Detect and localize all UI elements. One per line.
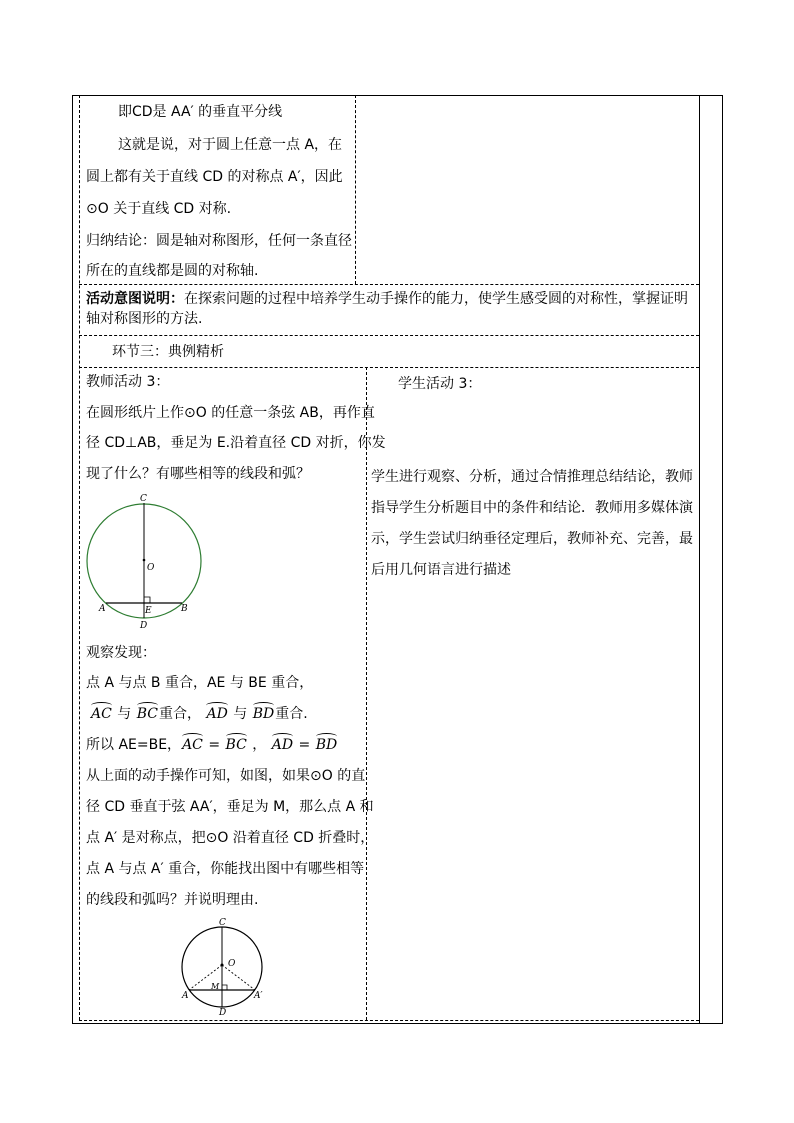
arc-ad: AD bbox=[206, 706, 228, 722]
label-m: M bbox=[211, 982, 220, 991]
so-text: 所以 AE=BE， bbox=[86, 737, 182, 753]
word-chonghe: 重合 bbox=[275, 706, 304, 722]
intent-text: 在探索问题的过程中培养学生动手操作的能力，使学生感受圆的对称性，掌握证明 bbox=[184, 291, 688, 307]
word-yu: 与 bbox=[233, 706, 248, 722]
text-line: ⊙O 关于直线 CD 对称. bbox=[86, 201, 232, 217]
arc-bc: BC bbox=[225, 737, 247, 753]
label-b: B bbox=[181, 604, 188, 614]
arc-bc: BC bbox=[136, 706, 158, 722]
right-angle-mark bbox=[144, 597, 150, 603]
arc-bd: BD bbox=[315, 737, 338, 753]
punct-comma: ， bbox=[252, 737, 267, 753]
question-line: 径 CD⊥AB，垂足为 E.沿着直径 CD 对折，你发 bbox=[86, 435, 386, 451]
outer-frame-left bbox=[72, 95, 73, 1024]
word-chonghe: 重合 bbox=[159, 706, 187, 722]
label-a: A bbox=[182, 991, 189, 1001]
arc-bd: BD bbox=[252, 706, 275, 722]
student-line: 后用几何语言进行描述 bbox=[371, 562, 511, 578]
student-line: 示，学生尝试归纳垂径定理后，教师补充、完善，最 bbox=[371, 531, 693, 547]
label-o: O bbox=[147, 563, 155, 573]
student-line: 学生进行观察、分析，通过合情推理总结结论，教师 bbox=[371, 469, 693, 485]
eq-sign: = bbox=[208, 737, 221, 753]
label-c: C bbox=[140, 494, 147, 504]
student-title: 学生活动 3： bbox=[398, 376, 482, 392]
arc-overlap-line bbox=[90, 705, 308, 723]
eq-sign: = bbox=[298, 737, 311, 753]
observe-label: 观察发现： bbox=[86, 645, 156, 661]
intent-label: 活动意图说明： bbox=[86, 291, 184, 307]
question-line: 在圆形纸片上作⊙O 的任意一条弦 AB，再作直 bbox=[86, 405, 375, 421]
label-d: D bbox=[140, 621, 148, 631]
grid-bottom bbox=[79, 1020, 699, 1021]
punct-dot: . bbox=[303, 706, 308, 722]
outer-frame-right bbox=[722, 95, 723, 1024]
label-c: C bbox=[219, 918, 226, 928]
grid-mid-top bbox=[355, 95, 356, 284]
label-a-prime: A′ bbox=[254, 991, 263, 1001]
outer-frame-bottom bbox=[72, 1023, 723, 1024]
text-line: 即CD是 AA′ 的垂直平分线 bbox=[118, 104, 283, 120]
circle-figure-2 bbox=[175, 915, 275, 1019]
para-line: 点 A 与点 A′ 重合，你能找出图中有哪些相等 bbox=[86, 861, 365, 877]
para-line: 径 CD 垂直于弦 AA′，垂足为 M，那么点 A 和 bbox=[86, 799, 374, 815]
punct-comma: ， bbox=[187, 706, 201, 722]
grid-row3 bbox=[79, 367, 699, 368]
label-o: O bbox=[228, 959, 236, 969]
student-line: 指导学生分析题目中的条件和结论．教师用多媒体演 bbox=[371, 500, 693, 516]
arc-ac: AC bbox=[182, 737, 203, 753]
para-line: 从上面的动手操作可知，如图，如果⊙O 的直 bbox=[86, 768, 366, 784]
text-line: 圆上都有关于直线 CD 的对称点 A′，因此 bbox=[86, 169, 343, 185]
arc-ad: AD bbox=[271, 737, 294, 753]
section-title: 环节三：典例精析 bbox=[112, 344, 224, 360]
outer-frame-top bbox=[72, 95, 723, 96]
center-point bbox=[143, 559, 146, 562]
grid-row1 bbox=[79, 284, 699, 285]
overlap-line: 点 A 与点 B 重合，AE 与 BE 重合， bbox=[86, 675, 314, 691]
intent-line-2: 轴对称图形的方法. bbox=[86, 311, 203, 327]
grid-row2 bbox=[79, 335, 699, 336]
label-a: A bbox=[99, 604, 106, 614]
para-line: 点 A′ 是对称点，把⊙O 沿着直径 CD 折叠时， bbox=[86, 830, 375, 846]
label-e: E bbox=[145, 606, 152, 616]
word-yu: 与 bbox=[117, 706, 132, 722]
grid-mid-bottom bbox=[366, 367, 367, 1020]
text-line: 这就是说，对于圆上任意一点 A，在 bbox=[118, 137, 343, 153]
label-d: D bbox=[219, 1008, 227, 1018]
teacher-title: 教师活动 3： bbox=[86, 374, 170, 390]
text-line: 归纳结论：圆是轴对称图形，任何一条直径 bbox=[86, 233, 352, 249]
text-line: 所在的直线都是圆的对称轴. bbox=[86, 263, 259, 279]
grid-left bbox=[79, 95, 80, 1020]
question-line: 现了什么？有哪些相等的线段和弧？ bbox=[86, 466, 310, 482]
circle-figure-1 bbox=[82, 490, 202, 632]
inner-right-rule bbox=[699, 95, 700, 1024]
conclusion-line bbox=[86, 736, 338, 754]
para-line: 的线段和弧吗？并说明理由. bbox=[86, 892, 259, 908]
intent-line-1 bbox=[86, 290, 688, 308]
center-point bbox=[221, 964, 224, 967]
right-angle-mark bbox=[222, 985, 227, 990]
arc-ac: AC bbox=[91, 706, 112, 722]
